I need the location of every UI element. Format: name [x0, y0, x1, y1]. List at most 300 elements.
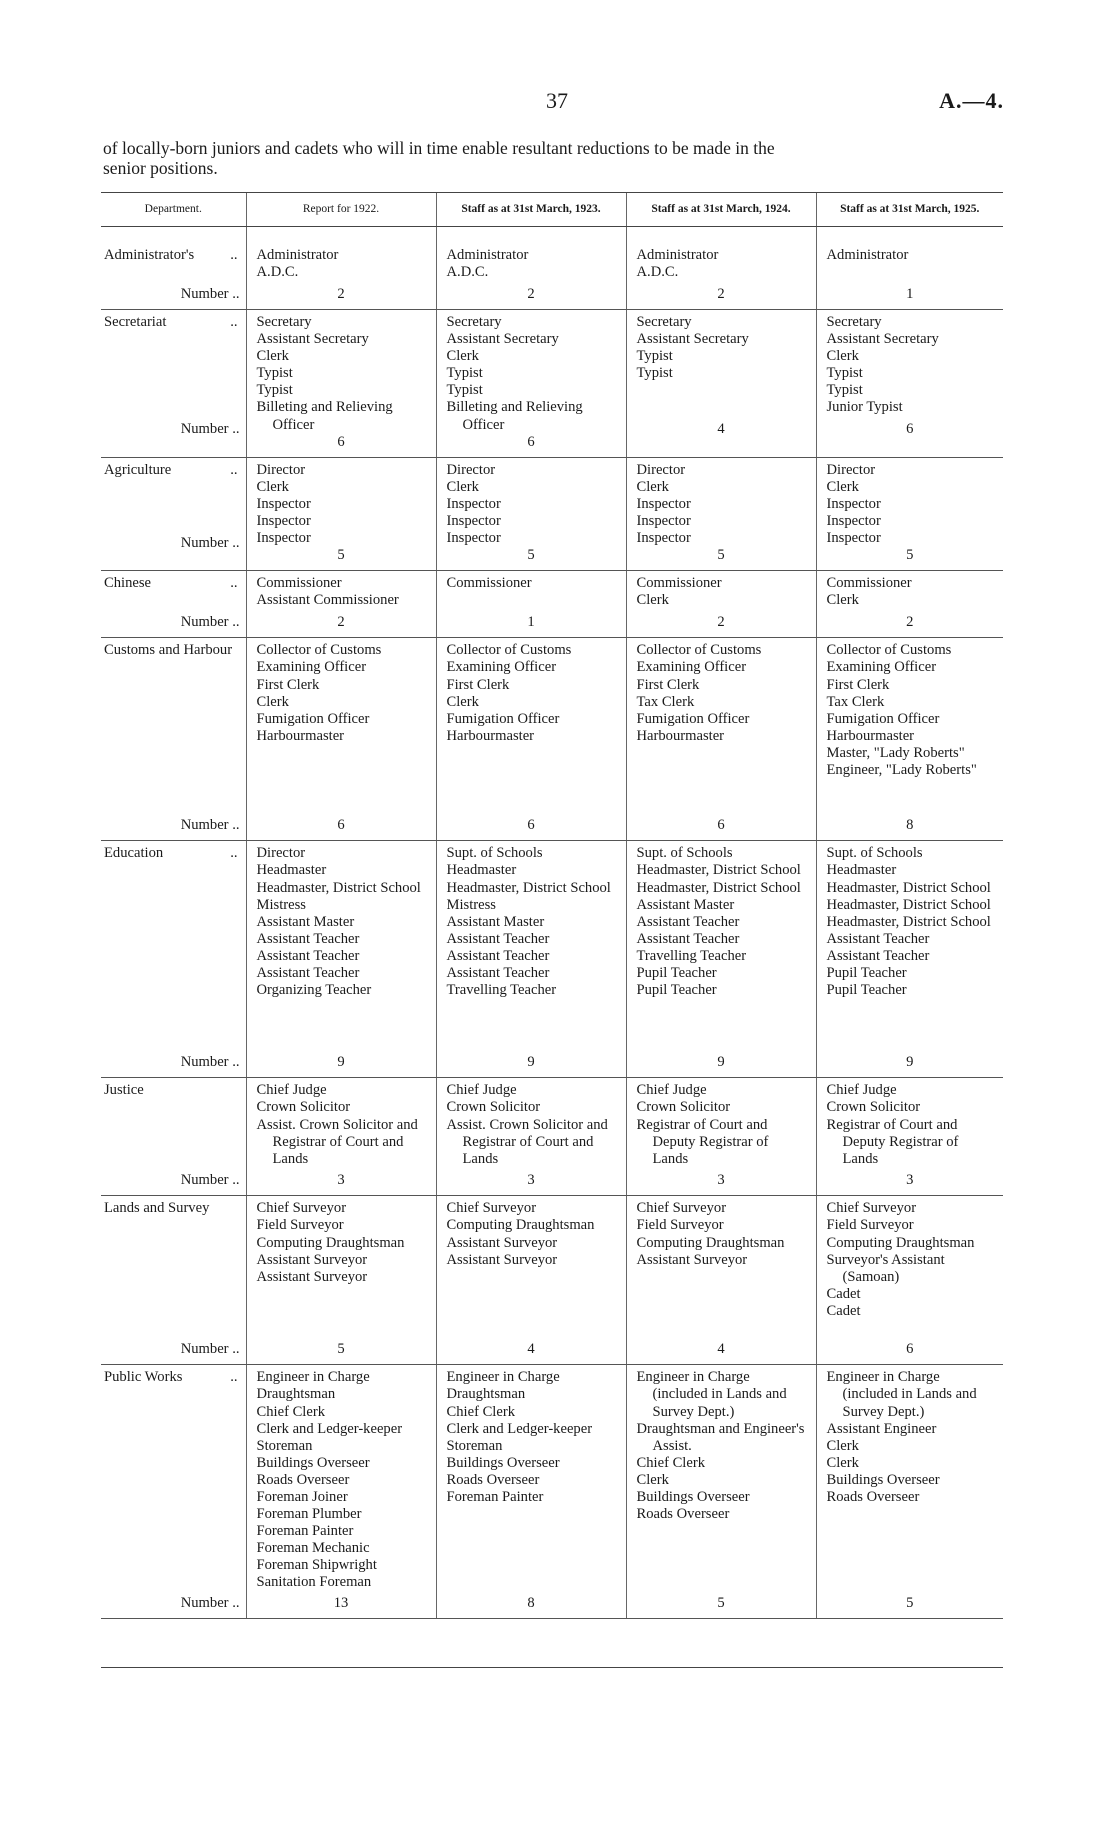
position-entry: Assistant Surveyor: [636, 1251, 748, 1268]
position-entry: Headmaster: [256, 862, 327, 879]
position-list: [827, 845, 994, 999]
position-entry: Assistant Secretary: [446, 331, 559, 348]
staff-cell-1922: [246, 1078, 436, 1196]
position-entry: Cadet: [826, 1285, 861, 1302]
staff-cell-1922: [246, 841, 436, 1078]
position-entry: Clerk: [826, 1454, 859, 1471]
staff-cell-1924: [626, 227, 816, 310]
position-entry: Typist: [636, 348, 673, 365]
position-entry: Collector of Customs: [826, 642, 952, 659]
position-list: [447, 1369, 616, 1506]
position-entry: Assistant Surveyor: [446, 1251, 558, 1268]
leader-dots: ..: [232, 420, 240, 437]
number-label-text: Number: [180, 1595, 229, 1612]
position-entry: Headmaster, District School: [636, 862, 801, 879]
position-entry: Typist: [826, 382, 863, 399]
position-entry: Registrar of Court and Deputy Registrar of Lands: [636, 1116, 769, 1167]
position-entry: Billeting and Relieving Officer: [446, 399, 583, 433]
position-entry: Inspector: [826, 530, 881, 547]
staff-cell-1925: [816, 1078, 1003, 1196]
leader-dots: ..: [232, 1595, 240, 1612]
position-entry: Commissioner: [636, 575, 722, 592]
staff-count: 3: [717, 1172, 725, 1189]
position-entry: Chief Judge: [256, 1082, 327, 1099]
position-entry: Assistant Teacher: [446, 947, 550, 964]
number-label: [104, 614, 240, 631]
department-cell: [101, 310, 246, 458]
position-entry: First Clerk: [256, 676, 320, 693]
position-entry: Collector of Customs: [446, 642, 572, 659]
position-entry: Chief Clerk: [256, 1403, 325, 1420]
staff-count: 5: [906, 1595, 914, 1612]
position-entry: Typist: [826, 365, 863, 382]
position-entry: Assistant Teacher: [636, 930, 740, 947]
position-list: [827, 1369, 994, 1506]
staff-count: 6: [527, 433, 535, 450]
position-entry: Draughtsman: [446, 1386, 526, 1403]
position-entry: Clerk and Ledger-keeper: [256, 1420, 403, 1437]
position-entry: Foreman Shipwright: [256, 1557, 377, 1574]
position-list: [257, 845, 426, 999]
position-entry: Assistant Secretary: [636, 331, 749, 348]
position-list: [447, 1082, 616, 1167]
staff-count: 3: [906, 1172, 914, 1189]
position-list: [447, 845, 616, 999]
position-entry: Director: [636, 461, 686, 478]
position-entry: Mistress: [256, 896, 306, 913]
position-list: [637, 1082, 806, 1167]
position-entry: Supt. of Schools: [636, 845, 733, 862]
position-entry: Secretary: [826, 314, 882, 330]
position-entry: Inspector: [446, 495, 501, 512]
staff-cell-1924: [626, 638, 816, 841]
position-entry: Chief Clerk: [446, 1403, 515, 1420]
staff-cell-1922: [246, 571, 436, 638]
number-label-text: Number: [180, 1172, 229, 1189]
staff-count: 2: [527, 285, 535, 302]
position-entry: Draughtsman and Engineer's Assist.: [636, 1420, 805, 1454]
position-list: [637, 314, 806, 382]
leader-dots: ..: [232, 1341, 240, 1358]
position-entry: Buildings Overseer: [636, 1488, 750, 1505]
staff-count: 3: [527, 1172, 535, 1189]
position-entry: Inspector: [636, 530, 691, 547]
position-entry: Supt. of Schools: [826, 845, 923, 862]
position-entry: Junior Typist: [826, 399, 903, 416]
staff-cell-1925: [816, 457, 1003, 571]
staff-cell-1922: [246, 638, 436, 841]
position-entry: Clerk: [256, 478, 289, 495]
staff-cell-1923: [436, 1078, 626, 1196]
position-entry: Secretary: [636, 314, 692, 330]
staff-cell-1924: [626, 571, 816, 638]
position-entry: Foreman Joiner: [256, 1488, 348, 1505]
position-entry: Director: [446, 461, 496, 478]
position-entry: Harbourmaster: [826, 727, 915, 744]
position-list: [257, 642, 426, 745]
position-entry: Inspector: [636, 495, 691, 512]
leader-dots: ..: [232, 817, 240, 834]
position-entry: Storeman: [446, 1437, 503, 1454]
position-entry: Crown Solicitor: [826, 1099, 921, 1116]
staff-cell-1925: [816, 1196, 1003, 1365]
position-entry: Assistant Teacher: [446, 930, 550, 947]
number-label: [104, 535, 240, 552]
staff-cell-1925: [816, 638, 1003, 841]
staff-count: 6: [527, 817, 535, 834]
position-entry: Harbourmaster: [446, 727, 535, 744]
staff-count: 2: [337, 614, 345, 631]
staff-cell-1923: [436, 841, 626, 1078]
position-entry: Commissioner: [256, 575, 342, 592]
position-entry: Assistant Surveyor: [256, 1251, 368, 1268]
position-list: [637, 642, 806, 745]
position-entry: First Clerk: [446, 676, 510, 693]
table-row: [101, 457, 1003, 571]
position-entry: Assist. Crown Solicitor and Registrar of Court and Lands: [256, 1116, 418, 1167]
staff-cell-1923: [436, 227, 626, 310]
table-row: [101, 310, 1003, 458]
staff-count: 5: [717, 1595, 725, 1612]
position-list: [257, 247, 426, 281]
position-list: [257, 575, 426, 609]
position-entry: Assistant Master: [256, 913, 355, 930]
position-entry: Director: [256, 461, 306, 478]
position-entry: Crown Solicitor: [256, 1099, 351, 1116]
position-entry: Travelling Teacher: [446, 982, 557, 999]
position-entry: Examining Officer: [256, 659, 367, 676]
position-list: [257, 1200, 426, 1285]
number-label: [104, 1172, 240, 1189]
staff-cell-1925: [816, 227, 1003, 310]
position-entry: Computing Draughtsman: [636, 1234, 785, 1251]
position-list: [637, 1200, 806, 1268]
position-entry: Typist: [446, 365, 483, 382]
position-entry: Organizing Teacher: [256, 982, 372, 999]
position-entry: Draughtsman: [256, 1386, 336, 1403]
position-list: [447, 247, 616, 281]
department-name: Lands and Survey: [104, 1200, 210, 1217]
position-entry: A.D.C.: [636, 264, 679, 281]
position-entry: Examining Officer: [636, 659, 747, 676]
position-entry: Sanitation Foreman: [256, 1574, 372, 1591]
position-entry: Travelling Teacher: [636, 947, 747, 964]
position-entry: Billeting and Relieving Officer: [256, 399, 393, 433]
position-entry: Headmaster, District School: [826, 913, 991, 930]
leader-dots: ..: [230, 845, 238, 862]
position-entry: Headmaster: [446, 862, 517, 879]
position-entry: Assistant Teacher: [826, 947, 930, 964]
position-entry: A.D.C.: [256, 264, 299, 281]
staff-count: 8: [527, 1595, 535, 1612]
department-name: Justice: [104, 1082, 144, 1099]
position-entry: Clerk: [256, 693, 289, 710]
position-entry: Roads Overseer: [256, 1471, 350, 1488]
position-list: [447, 1200, 616, 1268]
position-entry: Cadet: [826, 1302, 861, 1319]
position-entry: Assistant Teacher: [256, 930, 360, 947]
number-label-text: Number: [180, 1341, 229, 1358]
leader-dots: ..: [232, 614, 240, 631]
position-entry: Pupil Teacher: [826, 964, 907, 981]
staff-count: 13: [333, 1595, 349, 1612]
position-entry: Clerk: [446, 478, 479, 495]
position-entry: Harbourmaster: [636, 727, 725, 744]
number-label: [104, 421, 240, 438]
position-entry: Computing Draughtsman: [446, 1217, 595, 1234]
department-name: Customs and Harbour: [104, 642, 233, 659]
position-entry: Roads Overseer: [636, 1506, 730, 1523]
position-entry: Administrator: [826, 247, 909, 263]
position-entry: Inspector: [256, 495, 311, 512]
position-entry: Commissioner: [826, 575, 912, 592]
staff-count: 5: [717, 547, 725, 564]
staff-count: 9: [337, 1054, 345, 1071]
position-entry: Secretary: [446, 314, 502, 330]
table-bottom-rule: [101, 1667, 1003, 1668]
position-entry: Assistant Surveyor: [256, 1268, 368, 1285]
position-entry: Assist. Crown Solicitor and Registrar of Court and Lands: [446, 1116, 608, 1167]
department-cell: [101, 571, 246, 638]
staff-cell-1925: [816, 310, 1003, 458]
table-row: [101, 1078, 1003, 1196]
department-cell: [101, 1078, 246, 1196]
position-entry: Secretary: [256, 314, 312, 330]
position-entry: Engineer in Charge (included in Lands and Survey Dept.): [636, 1369, 787, 1420]
position-entry: Clerk: [826, 592, 859, 609]
position-entry: Foreman Painter: [446, 1488, 544, 1505]
position-list: [447, 462, 616, 547]
position-entry: Assistant Teacher: [446, 964, 550, 981]
position-entry: Typist: [446, 382, 483, 399]
document-reference: A.—4.: [939, 88, 1004, 113]
position-entry: Assistant Teacher: [256, 964, 360, 981]
staff-cell-1923: [436, 1196, 626, 1365]
position-entry: Field Surveyor: [256, 1217, 344, 1234]
position-entry: Pupil Teacher: [826, 982, 907, 999]
department-name: Education: [104, 845, 164, 862]
leader-dots: ..: [230, 575, 238, 592]
position-entry: Director: [826, 461, 876, 478]
position-list: [637, 1369, 806, 1523]
position-list: [827, 642, 994, 779]
leader-dots: ..: [232, 285, 240, 302]
position-entry: First Clerk: [636, 676, 700, 693]
staff-count: 9: [527, 1054, 535, 1071]
position-entry: Field Surveyor: [636, 1217, 724, 1234]
staff-count: 9: [717, 1054, 725, 1071]
position-entry: Pupil Teacher: [636, 982, 717, 999]
table-row: [101, 1196, 1003, 1365]
position-entry: Assistant Commissioner: [256, 592, 399, 609]
position-entry: Collector of Customs: [636, 642, 762, 659]
staff-count: 6: [717, 817, 725, 834]
position-list: [447, 314, 616, 434]
staff-count: 5: [337, 547, 345, 564]
column-header-department: Department.: [101, 193, 246, 227]
position-entry: Examining Officer: [446, 659, 557, 676]
position-entry: Foreman Mechanic: [256, 1540, 370, 1557]
table-row: [101, 571, 1003, 638]
position-entry: Administrator: [636, 247, 719, 263]
position-entry: Registrar of Court and Deputy Registrar of Lands: [826, 1116, 959, 1167]
staff-count: 2: [717, 285, 725, 302]
position-entry: Field Surveyor: [826, 1217, 914, 1234]
position-entry: Commissioner: [446, 575, 532, 592]
position-entry: Inspector: [826, 513, 881, 530]
department-cell: [101, 841, 246, 1078]
number-label: [104, 817, 240, 834]
position-entry: Engineer in Charge: [446, 1369, 560, 1386]
table-row: [101, 1365, 1003, 1619]
staff-count: 8: [906, 817, 914, 834]
staff-count: 2: [337, 285, 345, 302]
position-entry: Clerk: [636, 592, 669, 609]
position-entry: Assistant Teacher: [636, 913, 740, 930]
position-entry: Pupil Teacher: [636, 964, 717, 981]
number-label-text: Number: [180, 534, 229, 551]
number-label: [104, 1054, 240, 1071]
position-entry: Clerk and Ledger-keeper: [446, 1420, 593, 1437]
position-entry: Inspector: [636, 513, 691, 530]
department-cell: [101, 1365, 246, 1619]
position-list: [447, 575, 616, 592]
position-entry: Foreman Plumber: [256, 1506, 362, 1523]
department-name: Public Works: [104, 1369, 183, 1386]
position-entry: Fumigation Officer: [826, 710, 940, 727]
position-list: [637, 247, 806, 281]
staff-count: 5: [337, 1341, 345, 1358]
staff-count: 5: [906, 547, 914, 564]
position-entry: Chief Clerk: [636, 1454, 705, 1471]
position-list: [257, 1369, 426, 1591]
number-label-text: Number: [180, 817, 229, 834]
table-row: [101, 227, 1003, 310]
position-list: [637, 845, 806, 999]
position-entry: Roads Overseer: [826, 1488, 920, 1505]
staff-cell-1925: [816, 1365, 1003, 1619]
position-entry: Inspector: [826, 495, 881, 512]
staff-count: 4: [717, 1341, 725, 1358]
staff-count: 4: [527, 1341, 535, 1358]
staff-count: 6: [906, 420, 914, 437]
staff-count: 6: [906, 1341, 914, 1358]
staff-count: 6: [337, 817, 345, 834]
staff-count: 2: [906, 614, 914, 631]
staff-count: 5: [527, 547, 535, 564]
number-label-text: Number: [180, 285, 229, 302]
staff-cell-1924: [626, 1196, 816, 1365]
number-label-text: Number: [180, 420, 229, 437]
position-entry: Typist: [636, 365, 673, 382]
staff-cell-1924: [626, 1365, 816, 1619]
position-entry: Assistant Secretary: [826, 331, 939, 348]
position-entry: A.D.C.: [446, 264, 489, 281]
position-entry: Headmaster, District School: [826, 879, 991, 896]
position-entry: Assistant Engineer: [826, 1420, 937, 1437]
position-entry: Assistant Teacher: [256, 947, 360, 964]
position-entry: Clerk: [446, 348, 479, 365]
position-entry: Buildings Overseer: [826, 1471, 940, 1488]
number-label: [104, 1341, 240, 1358]
staff-cell-1922: [246, 1196, 436, 1365]
position-entry: Headmaster, District School: [256, 879, 421, 896]
staff-cell-1923: [436, 638, 626, 841]
position-list: [827, 314, 994, 417]
position-entry: Crown Solicitor: [636, 1099, 731, 1116]
leader-dots: ..: [230, 461, 238, 478]
position-entry: Typist: [256, 365, 293, 382]
position-entry: Fumigation Officer: [636, 710, 750, 727]
position-entry: Assistant Secretary: [256, 331, 369, 348]
column-header-1922: Report for 1922.: [246, 193, 436, 227]
department-name: Administrator's: [104, 247, 195, 263]
position-list: [257, 314, 426, 434]
position-entry: Assistant Surveyor: [446, 1234, 558, 1251]
staff-cell-1925: [816, 571, 1003, 638]
position-entry: Clerk: [826, 348, 859, 365]
position-entry: Chief Surveyor: [636, 1200, 727, 1217]
table-header-row: [101, 193, 1003, 227]
position-entry: Buildings Overseer: [256, 1454, 370, 1471]
position-list: [827, 1200, 994, 1320]
position-entry: Chief Surveyor: [446, 1200, 537, 1217]
position-entry: Assistant Master: [446, 913, 545, 930]
position-entry: Fumigation Officer: [446, 710, 560, 727]
position-entry: Engineer, "Lady Roberts": [826, 761, 977, 778]
staff-count: 4: [717, 420, 725, 437]
leader-dots: ..: [232, 1054, 240, 1071]
leader-dots: ..: [230, 314, 238, 330]
position-entry: Clerk: [256, 348, 289, 365]
position-list: [447, 642, 616, 745]
position-entry: Headmaster, District School: [826, 896, 991, 913]
department-name: Chinese: [104, 575, 152, 592]
position-entry: Computing Draughtsman: [826, 1234, 975, 1251]
position-entry: First Clerk: [826, 676, 890, 693]
position-list: [827, 247, 994, 264]
intro-line: of locally-born juniors and cadets who will in time enable resultant reductions to be made in the: [103, 138, 775, 158]
position-list: [637, 462, 806, 547]
staff-cell-1923: [436, 457, 626, 571]
position-list: [257, 462, 426, 547]
staff-cell-1922: [246, 457, 436, 571]
staff-cell-1924: [626, 310, 816, 458]
column-header-1923: Staff as at 31st March, 1923.: [436, 193, 626, 227]
department-cell: [101, 457, 246, 571]
position-entry: Headmaster, District School: [636, 879, 801, 896]
position-entry: Chief Judge: [636, 1082, 707, 1099]
position-entry: Chief Judge: [446, 1082, 517, 1099]
position-entry: Surveyor's Assistant (Samoan): [826, 1251, 945, 1285]
department-cell: [101, 1196, 246, 1365]
position-entry: Clerk: [826, 1437, 859, 1454]
staff-count: 3: [337, 1172, 345, 1189]
staff-cell-1925: [816, 841, 1003, 1078]
position-entry: Clerk: [826, 478, 859, 495]
position-entry: Typist: [256, 382, 293, 399]
position-entry: Harbourmaster: [256, 727, 345, 744]
intro-line: senior positions.: [103, 158, 218, 178]
staff-count: 2: [717, 614, 725, 631]
position-entry: Collector of Customs: [256, 642, 382, 659]
leader-dots: ..: [230, 1369, 238, 1386]
position-list: [827, 462, 994, 547]
position-list: [257, 1082, 426, 1167]
position-entry: Engineer in Charge (included in Lands and Survey Dept.): [826, 1369, 977, 1420]
position-entry: Chief Surveyor: [826, 1200, 917, 1217]
staff-count: 6: [337, 433, 345, 450]
